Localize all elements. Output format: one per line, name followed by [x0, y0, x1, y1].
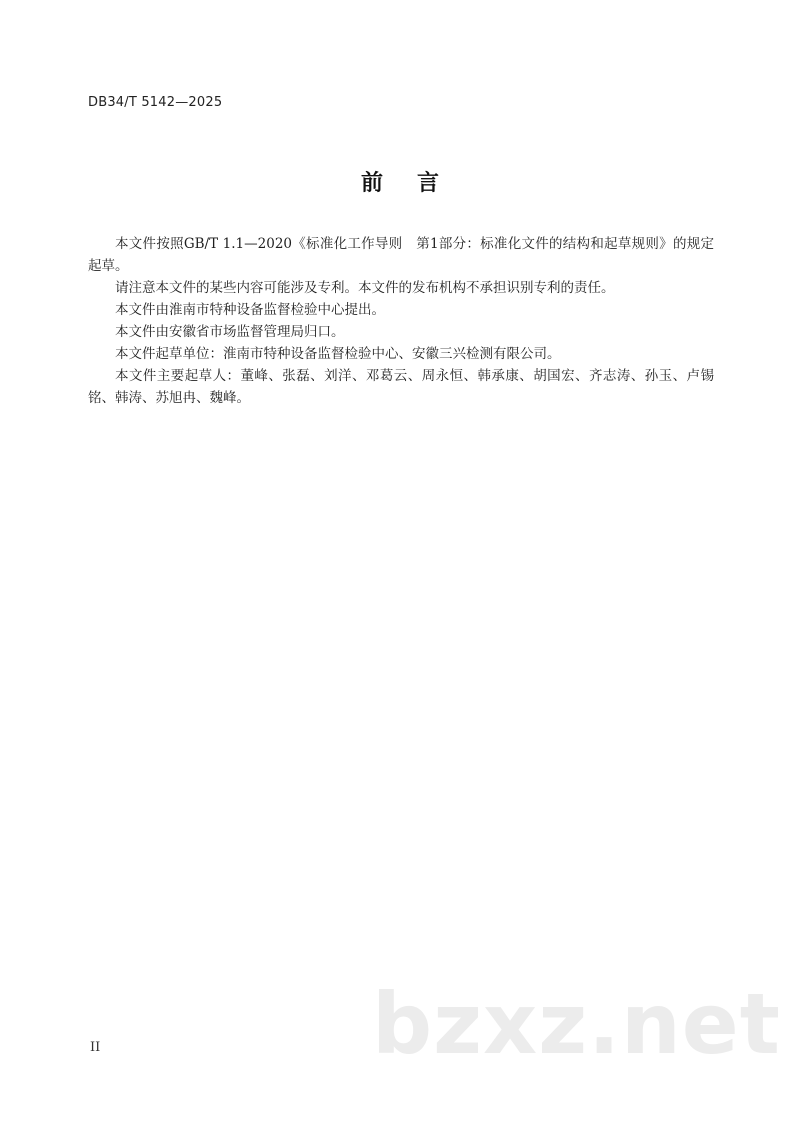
paragraph-drafting-units: 本文件起草单位：淮南市特种设备监督检验中心、安徽三兴检测有限公司。 [115, 346, 561, 362]
foreword-body [88, 233, 714, 409]
document-code: DB34/T 5142—2025 [88, 95, 223, 110]
paragraph-patent-notice: 请注意本文件的某些内容可能涉及专利。本文件的发布机构不承担识别专利的责任。 [115, 280, 615, 296]
paragraph-proposer: 本文件由淮南市特种设备监督检验中心提出。 [115, 302, 385, 318]
title-char-2: 言 [417, 171, 440, 196]
paragraph-drafters: 本文件主要起草人：董峰、张磊、刘洋、邓葛云、周永恒、韩承康、胡国宏、齐志涛、孙玉、卢锡铭、韩涛、苏旭冉、魏峰。 [88, 368, 714, 406]
paragraph-drafting-basis: 本文件按照GB/T 1.1—2020《标准化工作导则 第1部分：标准化文件的结构和起草规则》的规定起草。 [88, 236, 714, 274]
page-number: II [90, 1040, 101, 1055]
title-char-1: 前 [360, 171, 383, 196]
watermark: bzxz.net [372, 975, 781, 1073]
page-title [0, 166, 800, 197]
paragraph-administrator: 本文件由安徽省市场监督管理局归口。 [115, 324, 345, 340]
